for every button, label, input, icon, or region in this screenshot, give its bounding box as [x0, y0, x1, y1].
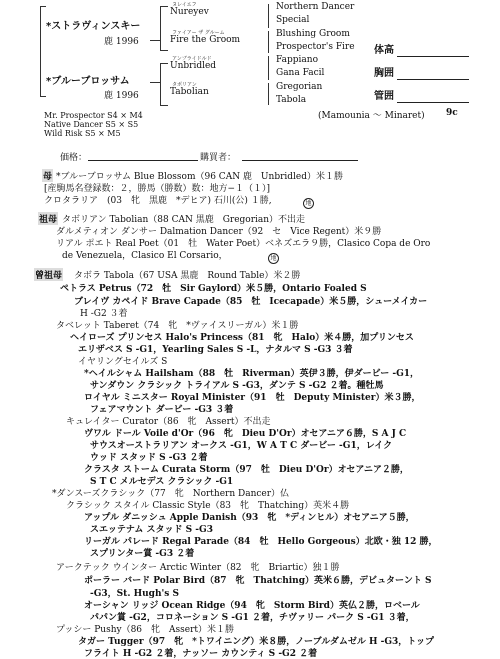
descendant-line: フェアマウント ダービー -G3 ３着 [90, 405, 234, 415]
descendant-line: サウスオーストラリアン オークス -G1，W A T C ダービー -G1，レイク [90, 441, 393, 451]
descendant-line: タガー Tugger（97 牝 *トワイニング）米８勝，ノーブルダムゼル H -G3，トップ [78, 637, 435, 647]
gen3-7: Gregorian [276, 82, 323, 92]
price-label: 価格： [60, 153, 88, 163]
cannon-field[interactable] [397, 102, 469, 103]
gdam-progeny-2: リアル ポエト Real Poet（01 牡 Water Poet）ベネズエラ９勝，Clasico Copa de Oro [56, 239, 431, 249]
girth-field[interactable] [397, 79, 469, 80]
buyer-field[interactable] [242, 160, 358, 161]
ds-ruby: アンブライドルド [172, 56, 212, 62]
dd-name: Tabolian [170, 87, 209, 97]
descendant-line: H -G2 ３着 [80, 309, 128, 319]
descendant-line: スプリンター賞 -G3 ２着 [90, 549, 195, 559]
buyer-label: 購買者： [200, 153, 237, 163]
descendant-line: パパン賞 -G2，コロネーション S -G1 ２着，チヴァリー パーク S -G1 ３着， [90, 613, 415, 623]
descendant-line: *ダンスーズクラシック（77 牝 Northern Dancer）仏 [52, 489, 290, 499]
gdam-line: タボリアン Tabolian（88 CAN 黒鹿 Gregorian）不出走 [62, 215, 306, 225]
descendant-line: クラシック スタイル Classic Style（83 牝 Thatching）英米４勝 [66, 501, 350, 511]
descendant-line: リーガル パレード Regal Parade（84 牡 Hello Gorgeous）北欧・独 12 勝， [84, 537, 438, 547]
inbreed-3: Wild Risk S5 × M5 [44, 129, 121, 138]
descendant-line: フライト H -G2 ２着，ナッソー カウンティ S -G2 ２着 [84, 649, 318, 659]
gen3-8: Tabola [276, 95, 307, 105]
gen3-3: Blushing Groom [276, 29, 350, 39]
descendant-line: アップル ダニッシュ Apple Danish（93 牝 *ディンヒル）オセアニア５勝， [84, 513, 415, 523]
descendant-line: アークテック ウインター Arctic Winter（82 牝 Briartic）独１勝 [56, 563, 340, 573]
descendant-line: キュレイター Curator（86 牝 Assert）不出走 [66, 417, 271, 427]
descendant-line: ヘイローズ プリンセス Halo's Princess（81 牝 Halo）米４勝，加プリンセス [70, 333, 414, 343]
gdam-section-label: 祖母 [38, 212, 58, 225]
foreign-race-mark: 地 [268, 253, 279, 264]
gdam-progeny-1: ダルメティオン ダンサー Dalmation Dancer（92 セ Vice Regent）米９勝 [56, 227, 382, 237]
sire-info: 鹿 1996 [104, 37, 139, 47]
gen3-1: Northern Dancer [276, 2, 355, 12]
descendant-line: プッシー Pushy（86 牝 Assert）米１勝 [56, 625, 235, 635]
ss-name: Nureyev [170, 7, 209, 17]
descendant-line: S T C メルセデス クラシック -G1 [90, 477, 234, 487]
sd-name: Fire the Groom [170, 35, 241, 45]
descendant-line: オーシャン リッジ Ocean Ridge（94 牝 Storm Bird）英仏２勝，ロベール [84, 601, 420, 611]
ds-name: Unbridled [170, 61, 217, 71]
ggdam-line: タボラ Tabola（67 USA 黒鹿 Round Table）米２勝 [74, 271, 301, 281]
descendant-line: イヤリングセイルズ S [78, 357, 168, 367]
dam-production: [産駒馬名登録数：２，勝馬（勝数）数：地方−１（１）] [44, 184, 271, 194]
sd-ruby: ファイアー ザ グルーム [172, 30, 225, 36]
gdam-progeny-2b: de Venezuela，Clasico El Corsario， [62, 251, 228, 261]
descendant-line: ペトラス Petrus（72 牡 Sir Gaylord）米５勝，Ontario Foaled S [60, 284, 367, 294]
descendant-line: ロイヤル ミニスター Royal Minister（91 牡 Deputy Minister）米３勝， [84, 393, 421, 403]
dd-ruby: タボリアン [172, 82, 197, 88]
descendant-line: クラスタ ストーム Curata Storm（97 牡 Dieu D'Or）オセアニア２勝， [84, 465, 409, 475]
inbreed-1: Mr. Prospector S4 × M4 [44, 111, 143, 120]
descendant-line: *ヘイルシャム Hailsham（88 牡 Riverman）英伊３勝，伊ダービー -G1， [84, 369, 420, 379]
descendant-line: -G3，St. Hugh's S [90, 589, 179, 599]
dam-foal: クロタラリア (03 牝 黒鹿 *デヒア) 石川(公) １勝, [44, 196, 272, 206]
dam-info: 鹿 1996 [104, 91, 139, 101]
dam-line: *ブルーブロッサム Blue Blossom（96 CAN 鹿 Unbridled）米１勝 [56, 172, 343, 182]
height-label: 体高 [374, 45, 394, 56]
descendant-line: ヴワル ドール Voile d'Or（96 牝 Dieu D'Or）オセアニア６勝，S A J C [84, 429, 407, 439]
gen3-4: Prospector's Fire [276, 42, 355, 52]
descendant-line: ウッド スタッド S -G3 ２着 [90, 453, 208, 463]
descendant-line: エリザベス S -G1，Yearling Sales S -L，ナタルマ S -G3 ３着 [78, 345, 353, 355]
dam-name: *ブルーブロッサム [46, 76, 130, 87]
ss-ruby: ヌレイエフ [172, 2, 197, 8]
sire-name: *ストラヴィンスキー [46, 21, 141, 32]
descendant-line: サンダウン クラシック トライアル S -G3，ダンテ S -G2 ２着。種牡馬 [90, 381, 384, 391]
gen3-5: Fappiano [276, 55, 318, 65]
gen3-2: Special [276, 15, 310, 25]
descendant-line: ブレイヴ カペイド Brave Capade（85 牡 Icecapade）米５勝，シューメイカー [74, 297, 428, 307]
gen3-6: Gana Facil [276, 68, 325, 78]
inbreed-2: Native Dancer S5 × S5 [44, 120, 139, 129]
family-number: 9c [446, 108, 458, 118]
cannon-label: 管囲 [374, 91, 394, 102]
descendant-line: ポーラー バード Polar Bird（87 牝 Thatching）英米６勝，デビュターント S [84, 576, 432, 586]
girth-label: 胸囲 [374, 68, 394, 79]
dam-section-label: 母 [42, 169, 53, 182]
ggdam-section-label: 曾祖母 [34, 268, 63, 281]
local-race-mark: 地 [303, 198, 314, 209]
descendant-line: スエッテナム スタッド S -G3 [90, 525, 213, 535]
descendant-line: タベレット Taberet（74 牝 *ヴァイスリーガル）米１勝 [56, 321, 299, 331]
family-line: (Mamounia ～ Minaret) [318, 111, 425, 121]
price-field[interactable] [88, 160, 198, 161]
height-field[interactable] [397, 56, 469, 57]
